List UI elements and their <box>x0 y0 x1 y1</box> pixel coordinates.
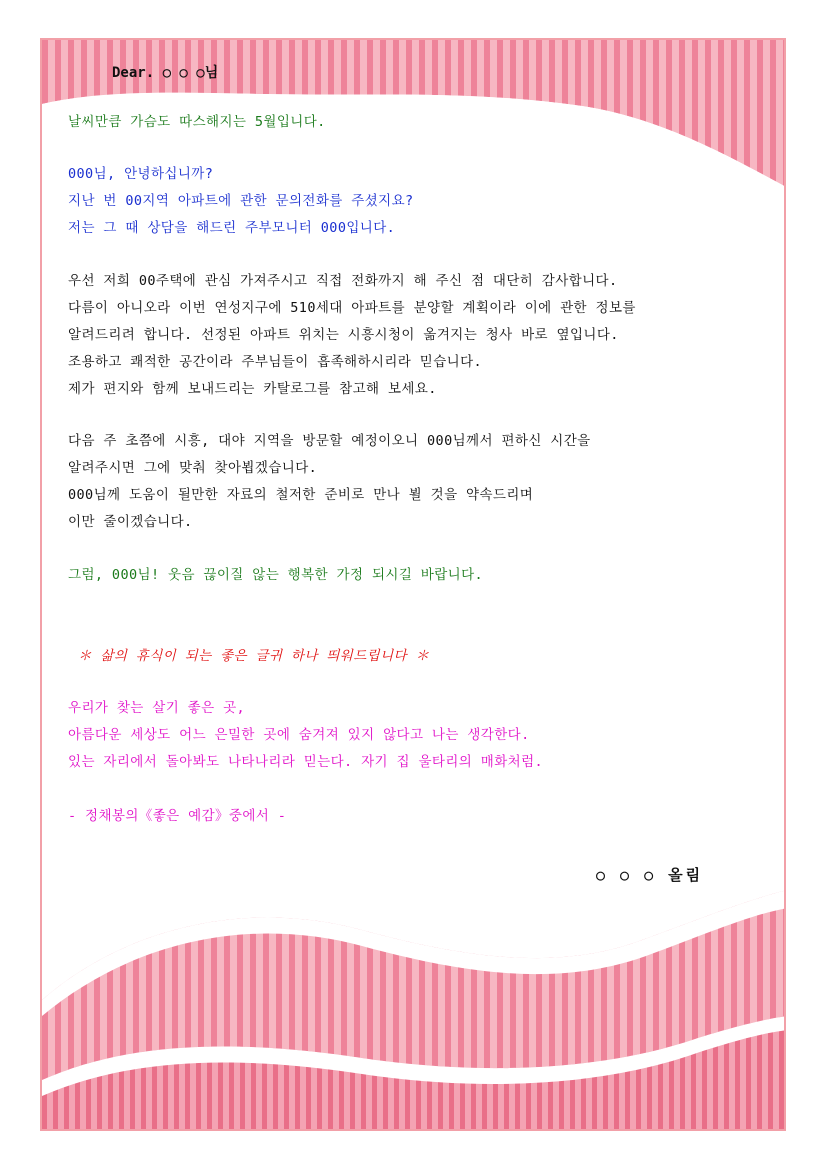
intro-line-2: 지난 번 00지역 아파트에 관한 문의전화를 주셨지요? <box>68 193 414 209</box>
body-line-5: 제가 편지와 함께 보내드리는 카탈로그를 참고해 보세요. <box>68 381 437 397</box>
visit-line-4: 이만 줄이겠습니다. <box>68 514 193 530</box>
signature: ○ ○ ○ 올림 <box>596 866 704 884</box>
visit-line-2: 알려주시면 그에 맞춰 찾아뵙겠습니다. <box>68 460 318 476</box>
closing-line: 그럼, 000님! 웃음 끊이질 않는 행복한 가정 되시길 바랍니다. <box>68 567 484 583</box>
body-line-3: 알려드리려 합니다. 선정된 아파트 위치는 시흥시청이 옮겨지는 청사 바로 옆입니다. <box>68 327 619 343</box>
visit-line-1: 다음 주 초쯤에 시흥, 대야 지역을 방문할 예정이오니 000님께서 편하신 시간을 <box>68 433 591 449</box>
opening-line: 날씨만큼 가슴도 따스해지는 5월입니다. <box>68 114 326 130</box>
body-line-2: 다름이 아니오라 이번 연성지구에 510세대 아파트를 분양할 계획이라 이에 관한 정보를 <box>68 300 636 316</box>
body-line-4: 조용하고 쾌적한 공간이라 주부님들이 흡족해하시리라 믿습니다. <box>68 354 483 370</box>
intro-line-3: 저는 그 때 상담을 해드린 주부모니터 000입니다. <box>68 220 396 236</box>
quote-source: - 정채봉의《좋은 예감》중에서 - <box>68 808 287 824</box>
greeting: Dear. ○ ○ ○님 <box>112 65 219 81</box>
quote-title: ＊ 삶의 휴식이 되는 좋은 글귀 하나 띄워드립니다 ＊ <box>78 648 430 664</box>
quote-line-2: 아름다운 세상도 어느 은밀한 곳에 숨겨져 있지 않다고 나는 생각한다. <box>68 727 530 743</box>
quote-line-1: 우리가 찾는 살기 좋은 곳, <box>68 700 246 716</box>
quote-line-3: 있는 자리에서 돌아봐도 나타나리라 믿는다. 자기 집 울타리의 매화처럼. <box>68 754 544 770</box>
visit-line-3: 000님께 도움이 될만한 자료의 철저한 준비로 만나 뵐 것을 약속드리며 <box>68 487 534 503</box>
letter-frame <box>40 38 786 1131</box>
intro-line-1: 000님, 안녕하십니까? <box>68 166 214 182</box>
body-line-1: 우선 저희 00주택에 관심 가져주시고 직접 전화까지 해 주신 점 대단히 감사합니다. <box>68 273 618 289</box>
